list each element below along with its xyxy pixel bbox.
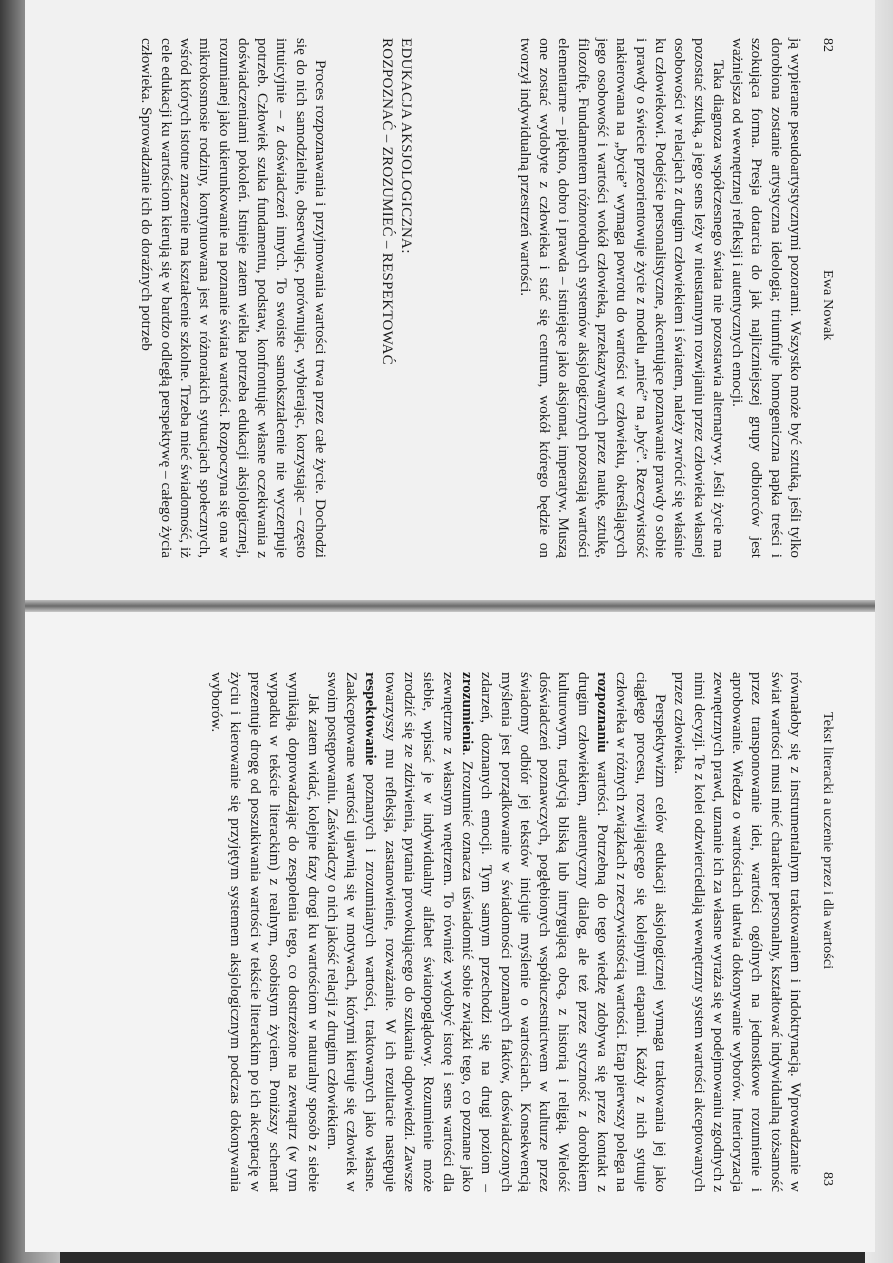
right-paragraph-1: równałoby się z instrumentalnym traktowaniem i indoktrynacją. Wprowadzanie w świat wartości musi mieć charakter personalny, kształtować indywidualną tożsamość przez transponowanie idei, wartości ogólnych na jednostkowe rozumienie i aprobowanie. Wiedza o wartościach ułatwia dokonywanie wyborów. Interioryzacja zewnętrznych prawd, uznanie ich za własne wyraża się w podejmowaniu zgodnych z nimi decyzji. Te z kolei odzwierciedlają wewnętrzny system wartości akceptowanych przez człowieka. [671,672,804,1192]
left-paragraph-1: ją wypierane pseudoartystycznymi pozorami. Wszystko może być sztuką, jeśli tylko dorobiona zostanie artystyczna ideologia; triumfuje homogeniczna papka treści i szokująca forma. Presja dotarcia do jak najliczniejszej grupy odbiorców jest ważniejsza od wewnętrznej refleksji i autentycznych emocji. [729,38,804,558]
term-zrozumienie: zrozumienia [458,672,476,752]
left-page [25,0,875,600]
p2-part-e: poznanych i zrozumianych wartości, traktowanych jako własne. Zaakceptowane wartości ujawnią się w motywach, którymi kieruje się człowiek w swoim postępowaniu. Zaświadczy o nich jakość relacji z drugim człowiekiem. [323,672,380,1192]
left-paragraph-2: Taka diagnoza współczesnego świata nie pozostawia alternatywy. Jeśli życie ma pozostać sztuką, a jego sens leży w nieustannym rozwijaniu przez człowieka własnej osobowości w relacjach z drugim człowiekiem i światem, należy zwrócić się właśnie ku człowiekowi. Podejście personalistyczne, akcentujące poznawanie prawdy o sobie i prawdy o świecie przeorientowuje życie z modelu „mieć” na „być”. Rzeczywistość nakierowana na „bycie” wymaga powrotu do wartości w człowieku, określających jego osobowość i wartości wokół człowieka, przekazywanych przez naukę, sztukę, filozofię. Fundamentem różnorodnych systemów aksjologicznych pozostają wartości elementarne – piękno, dobro i prawda – istniejące jako aksjomat, imperatyw. Muszą one zostać wydobyte z człowieka i stać się centrum, wokół którego będzie on tworzył indywidualną przestrzeń wartości. [516,38,727,558]
p2-part-d: . Zrozumieć oznacza uświadomić sobie związki tego, co poznane jako zewnętrzne z własnym wnętrzem. To również wydobyć istotę i sens wartości dla siebie, wpisać je w indywidualny alfabet światopoglądowy. Rozumienie może zrodzić się ze zdziwienia, pytania prowokującego do szukania odpowiedzi. Zawsze towarzyszy mu refleksja, zastanowienie, rozważanie. W ich rezultacie następuje [381,672,476,1192]
section-heading-line-1: EDUKACJA AKSJOLOGICZNA: [398,38,414,254]
right-page [25,612,875,1252]
left-page-number: 82 [820,38,835,52]
right-paragraph-2 [323,672,670,1192]
p2-part-a: Perspektywizm celów edukacji aksjologicznej wymaga traktowania jej jako ciągłego procesu, rozwijającego się kolejnymi etapami. Każdy z nich sytuuje człowieka w różnych związkach z rzeczywistością wartości. Etap pierwszy polega na [613,672,669,1192]
term-rozpoznanie: rozpoznaniu [594,672,612,753]
left-top-text [516,38,805,558]
p2-part-c: wartości. Potrzebną do tego wiedzę zdobywa się przez kontakt z drugim człowiekiem, autentyczny dialog, ale też przez styczność z dorobkiem kulturowym, tradycją bliską lub intrygującą obcą, z historią i religią. Wielość doświadczeń poznawczych, pogłębionych współuczestnictwem w kulturze przez świadomy odbiór jej tekstów inicjuje myślenie o wartościach. Konsekwencją myślenia jest porządkowanie w świadomości poznanych faktów, doświadczonych zdarzeń, doznanych emocji. Tym samym przechodzi się na drugi poziom – [478,672,612,1192]
term-respektowanie: respektowanie [362,672,380,766]
right-running-header: Tekst literacki a uczenie przez i dla wartości [820,712,835,970]
section-heading-line-2: ROZPOZNAĆ – ZROZUMIEĆ – RESPEKTOWAĆ [379,38,395,365]
section-heading [377,38,415,558]
right-text [207,672,805,1192]
left-bottom-text [137,38,330,558]
right-page-number: 83 [820,1172,835,1186]
book-gutter [25,600,875,612]
left-paragraph-3: Proces rozpoznawania i przyjmowania wartości trwa przez całe życie. Dochodzi się do nich samodzielnie, obserwując, porównując, wybierając, korzystając – często intuicyjnie – z doświadczeń innych. To swoiste samokształcenie nie wyczerpuje potrzeb. Człowiek szuka fundamentu, podstaw, konfrontując własne oczekiwania z doświadczeniami pokoleń. Istnieje zatem wielka potrzeba edukacji aksjologicznej, rozumianej jako ukierunkowanie na poznanie świata wartości. Rozpoczyna się ona w mikrokosmosie rodziny, kontynuowana jest w różnorakich sytuacjach społecznych, wśród których istotne znaczenie ma kształcenie szkolne. Trzeba mieć świadomość, iż cele edukacji ku wartościom kierują się w bardzo odległą perspektywę – całego życia człowieka. Sprowadzanie ich do doraźnych potrzeb [138,38,329,558]
left-running-header: Ewa Nowak [820,270,835,341]
right-paragraph-3: Jak zatem widać, kolejne fazy drogi ku wartościom w naturalny sposób z siebie wynikają, doprowadzając do zespolenia tego, co dostrzeżone na zewnątrz (w tym wypadku w tekście literackim) z realnym, osobistym życiem. Poniższy schemat prezentuje drogę od poszukiwania wartości w tekście literackim po ich akceptację w życiu i kierowanie się przyjętym systemem aksjologicznym podczas dokonywania wyborów. [208,672,322,1192]
